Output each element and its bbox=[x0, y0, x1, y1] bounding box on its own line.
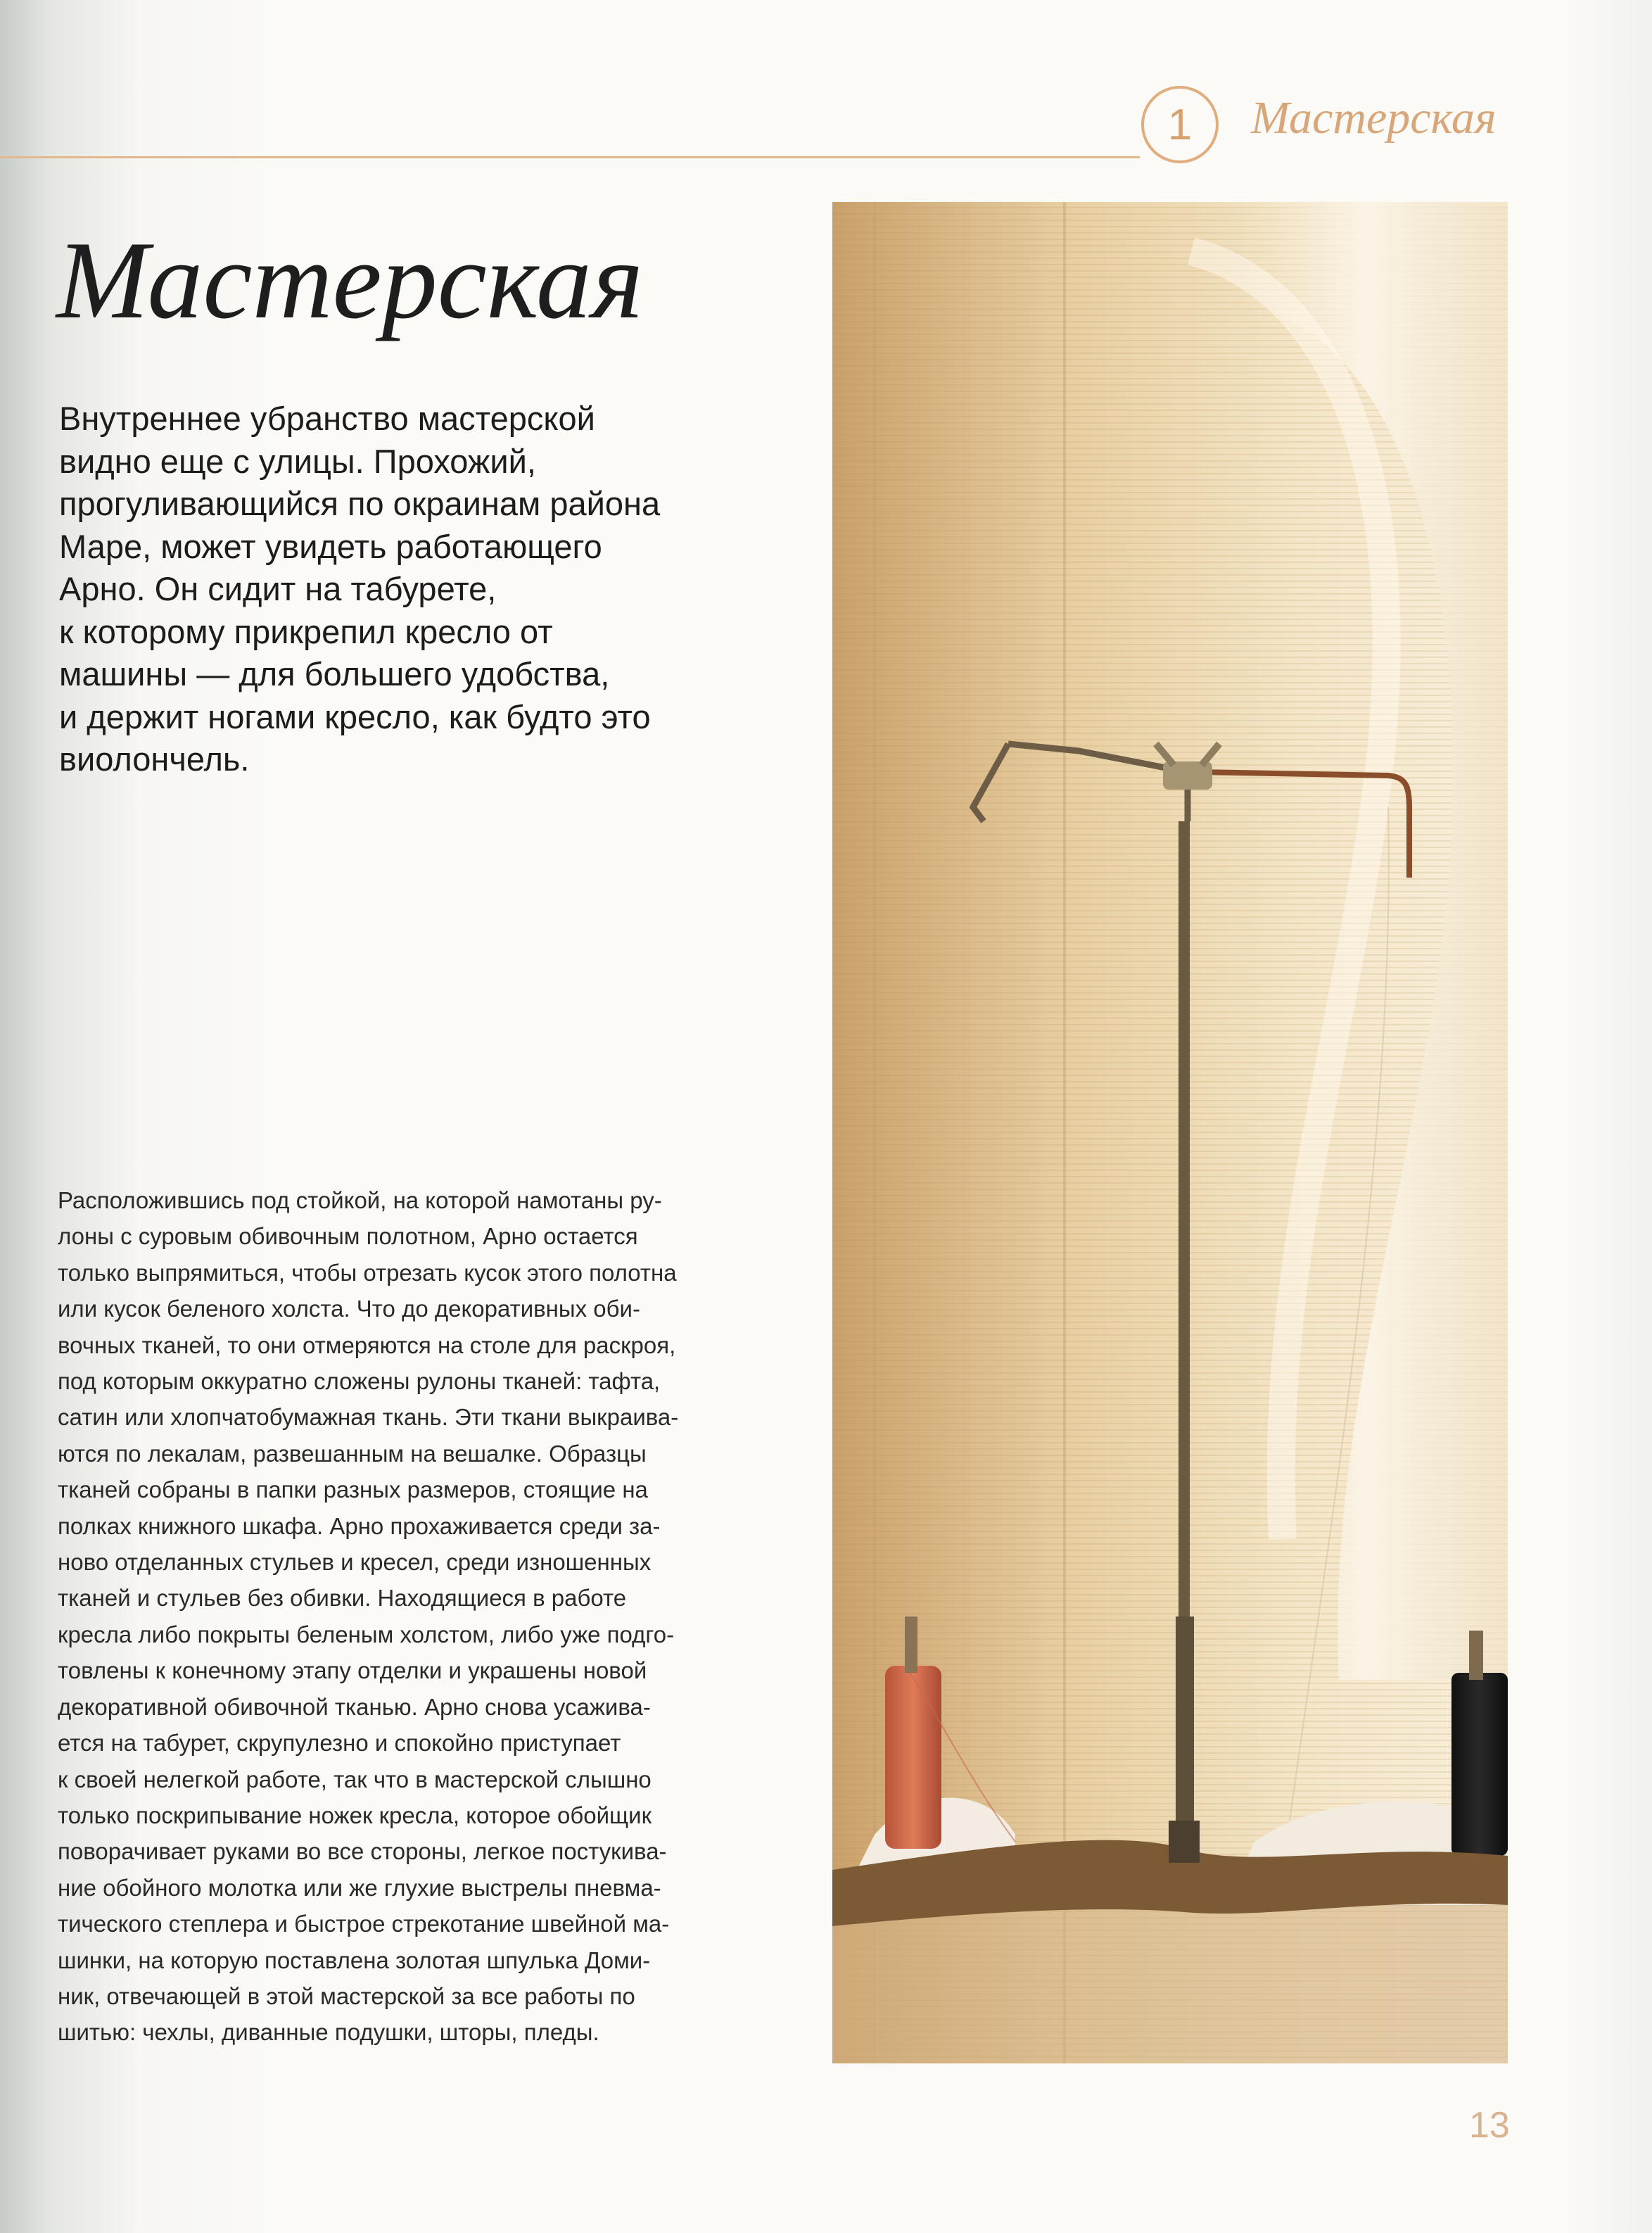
body-line: шинки, на которую поставлена золотая шпулька Доми- bbox=[58, 1947, 651, 1973]
body-line: вочных тканей, то они отмеряются на столе для раскроя, bbox=[58, 1331, 676, 1358]
workshop-photo bbox=[832, 202, 1508, 2063]
body-line: только поскрипывание ножек кресла, которое обойщик bbox=[58, 1802, 652, 1828]
chapter-number: 1 bbox=[1167, 100, 1193, 149]
body-line: ются по лекалам, развешанным на вешалке. Образцы bbox=[58, 1440, 647, 1467]
body-line: к своей нелегкой работе, так что в мастерской слышно bbox=[58, 1766, 652, 1792]
lead-line: видно еще с улицы. Прохожий, bbox=[59, 442, 536, 480]
body-line: лоны с суровым обивочным полотном, Арно остается bbox=[58, 1223, 638, 1250]
body-line: ново отделанных стульев и кресел, среди изношенных bbox=[58, 1549, 652, 1576]
body-line: или кусок беленого холста. Что до декоративных оби- bbox=[58, 1296, 640, 1322]
page-title: Мастерская bbox=[56, 219, 644, 342]
lead-line: виолончель. bbox=[59, 740, 250, 778]
body-line: ется на табурет, скрупулезно и спокойно приступает bbox=[58, 1730, 621, 1757]
body-line: ние обойного молотка или же глухие выстрелы пневма- bbox=[58, 1874, 661, 1901]
body-line: тканей собраны в папки разных размеров, стоящие на bbox=[58, 1476, 648, 1503]
chapter-number-badge bbox=[1141, 86, 1219, 163]
body-line: Расположившись под стойкой, на которой намотаны ру- bbox=[58, 1187, 662, 1213]
lead-line: прогуливающийся по окраинам района bbox=[59, 485, 661, 522]
lead-line: к которому прикрепил кресло от bbox=[59, 612, 553, 650]
body-line: тканей и стульев без обивки. Находящиеся в работе bbox=[58, 1585, 627, 1612]
page-number: 13 bbox=[1469, 2105, 1510, 2146]
lead-line: машины — для большего удобства, bbox=[59, 655, 610, 692]
lead-line: Внутреннее убранство мастерской bbox=[59, 400, 595, 437]
body-line: поворачивает руками во все стороны, легкое постукива- bbox=[58, 1838, 667, 1865]
body-line: сатин или хлопчатобумажная ткань. Эти ткани выкраива- bbox=[58, 1404, 679, 1431]
lead-paragraph bbox=[59, 398, 819, 781]
lead-line: Арно. Он сидит на табурете, bbox=[59, 570, 497, 607]
body-line: полках книжного шкафа. Арно прохаживается среди за- bbox=[58, 1512, 661, 1539]
body-line: кресла либо покрыты беленым холстом, либо уже подго- bbox=[58, 1621, 675, 1647]
lead-line: и держит ногами кресло, как будто это bbox=[59, 697, 651, 735]
running-header-title: Мастерская bbox=[1251, 92, 1497, 144]
body-line: декоративной обивочной тканью. Арно снова усажива- bbox=[58, 1693, 651, 1720]
header-rule bbox=[0, 156, 1140, 158]
body-line: только выпрямиться, чтобы отрезать кусок этого полотна bbox=[58, 1259, 677, 1286]
body-line: тического степлера и быстрое стрекотание швейной ма- bbox=[58, 1911, 670, 1937]
body-line: ник, отвечающей в этой мастерской за все работы по bbox=[58, 1982, 635, 2009]
body-paragraph bbox=[58, 1182, 775, 2051]
lead-line: Маре, может увидеть работающего bbox=[59, 527, 602, 565]
body-line: под которым оккуратно сложены рулоны тканей: тафта, bbox=[58, 1368, 661, 1395]
body-line: шитью: чехлы, диванные подушки, шторы, пледы. bbox=[58, 2019, 599, 2046]
body-line: товлены к конечному этапу отделки и украшены новой bbox=[58, 1657, 647, 1684]
